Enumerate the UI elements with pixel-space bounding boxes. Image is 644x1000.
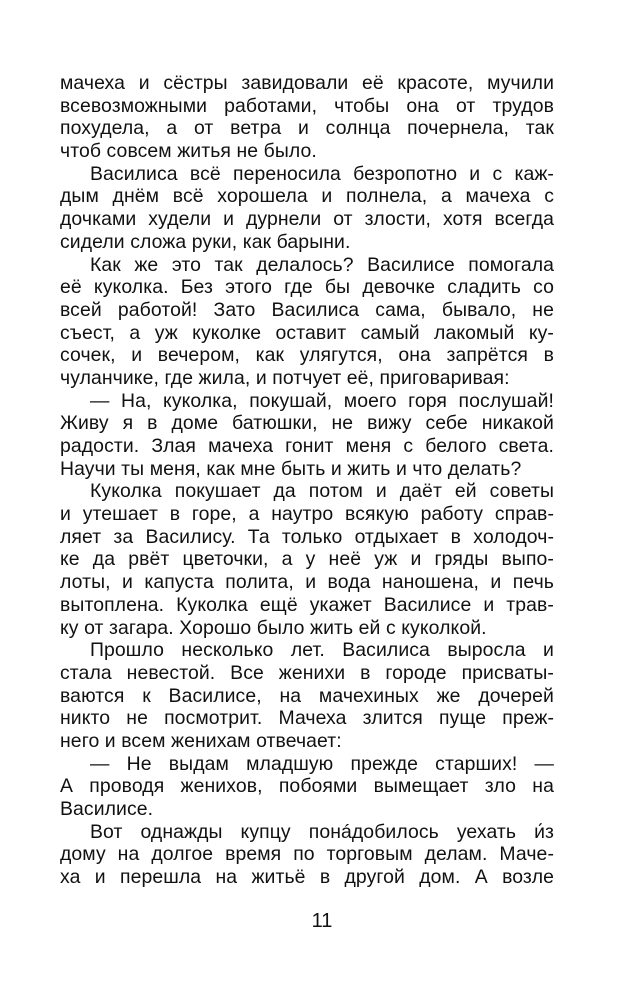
- text-line: него и всем женихам отвечает:: [60, 729, 342, 752]
- text-line: и утешает в горе, а наутро всякую работу справ-: [60, 503, 554, 526]
- text-line: вытоплена. Куколка ещё укажет Василисе и трав-: [60, 593, 554, 616]
- text-line: сочек, и вечером, как улягутся, она запрётся в: [60, 344, 554, 367]
- text-line: А проводя женихов, побоями вымещает зло на: [60, 775, 554, 798]
- text-line: — Не выдам младшую прежде старших! —: [90, 752, 554, 775]
- text-line: дочками худели и дурнели от злости, хотя всегда: [60, 208, 554, 231]
- text-line: Прошло несколько лет. Василиса выросла и: [90, 639, 554, 662]
- text-line: стала невестой. Все женихи в городе присваты-: [60, 661, 554, 684]
- text-line: лоты, и капуста полита, и вода наношена, и печь: [60, 571, 554, 594]
- text-line: съест, а уж куколке оставит самый лакомый ку-: [60, 321, 554, 344]
- text-line: ваются к Василисе, на мачехиных же дочерей: [60, 684, 554, 707]
- text-line: ку от загара. Хорошо было жить ей с куколкой.: [60, 616, 487, 639]
- page-number: 11: [311, 910, 333, 932]
- text-line: похудела, а от ветра и солнца почернела, так: [60, 117, 554, 140]
- text-line: ляет за Василису. Та только отдыхает в холодоч-: [60, 525, 554, 548]
- text-line: Куколка покушает да потом и даёт ей советы: [90, 480, 554, 503]
- text-line: Вот однажды купцу понáдобилось уехать и́з: [90, 820, 554, 843]
- text-line: сидели сложа руки, как барыни.: [60, 230, 351, 253]
- text-line: ха и перешла на житьё в другой дом. А возле: [60, 866, 554, 889]
- text-line: — На, куколка, покушай, моего горя послушай!: [90, 389, 554, 412]
- text-line: всей работой! Зато Василиса сама, бывало, не: [60, 298, 554, 321]
- text-line: Научи ты меня, как мне быть и жить и что делать?: [60, 457, 522, 480]
- text-line: никто не посмотрит. Мачеха злится пуще преж-: [60, 707, 554, 730]
- text-line: чуланчике, где жила, и потчует её, приговаривая:: [60, 366, 510, 389]
- text-line: Василисе.: [60, 798, 154, 820]
- text-line: мачеха и сёстры завидовали её красоте, мучили: [60, 72, 554, 94]
- page-text: [60, 72, 554, 889]
- text-line: радости. Злая мачеха гонит меня с белого света.: [60, 435, 554, 457]
- text-line: дому на долгое время по торговым делам. Маче-: [60, 843, 554, 866]
- text-line: Живу я в доме батюшки, не вижу себе никакой: [60, 412, 554, 435]
- text-line: Как же это так делалось? Василисе помогала: [90, 253, 554, 276]
- text-line: ке да рвёт цветочки, а у неё уж и гряды выпо-: [60, 548, 554, 571]
- text-line: чтоб совсем житья не было.: [60, 140, 317, 163]
- text-line: дым днём всё хорошела и полнела, а мачеха с: [60, 185, 554, 208]
- text-line: Василиса всё переносила безропотно и с каж-: [90, 162, 554, 185]
- text-line: её куколка. Без этого где бы девочке сладить со: [60, 276, 554, 299]
- text-line: всевозможными работами, чтобы она от трудов: [60, 94, 554, 117]
